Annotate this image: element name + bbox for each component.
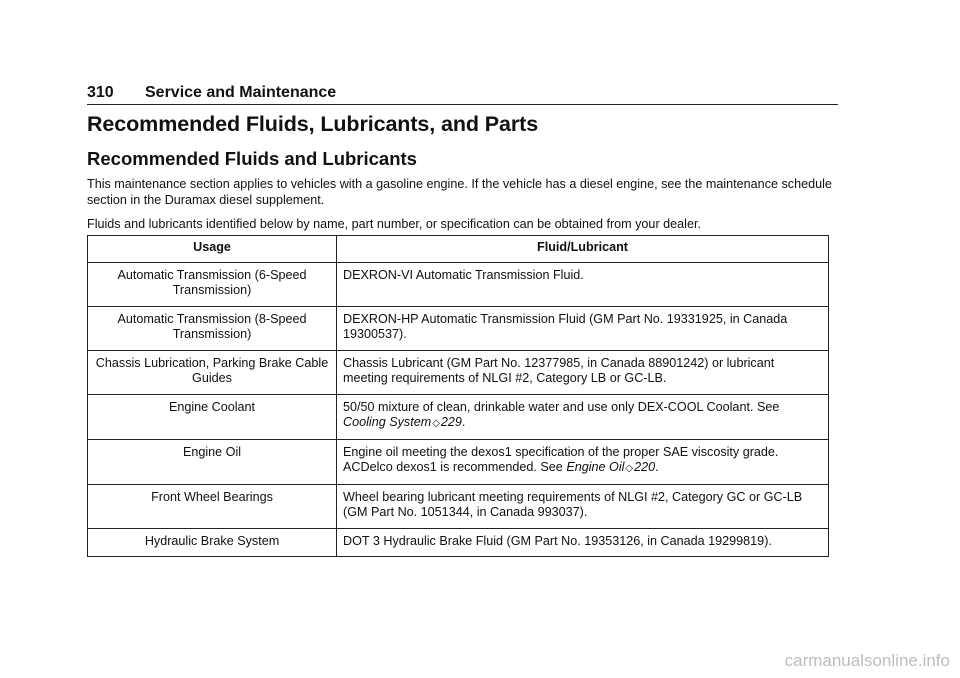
section-heading: Recommended Fluids and Lubricants xyxy=(87,148,417,169)
link-label: Engine Oil xyxy=(566,460,625,474)
usage-cell: Chassis Lubrication, Parking Brake Cable Guides xyxy=(88,350,337,394)
intro-paragraph: This maintenance section applies to vehicles with a gasoline engine. If the vehicle has a diesel engine, see the maintenance schedule section in the Duramax diesel supplement. xyxy=(87,177,832,207)
link-page: 220 xyxy=(634,460,656,474)
link-page: 229 xyxy=(440,415,462,429)
table-row xyxy=(88,350,829,394)
fluid-text: Engine oil meeting the dexos1 specification of the proper SAE viscosity grade. ACDelco dexos1 is recommended. See xyxy=(343,444,779,474)
fluid-cell: DOT 3 Hydraulic Brake Fluid (GM Part No. 19353126, in Canada 19299819). xyxy=(337,528,829,557)
page-number: 310 xyxy=(87,84,114,101)
usage-cell: Automatic Transmission (6-Speed Transmission) xyxy=(88,262,337,306)
cooling-system-link[interactable] xyxy=(343,415,462,429)
page-reference-icon: ◇ xyxy=(432,418,440,429)
page-reference-icon: ◇ xyxy=(625,463,634,474)
dealer-note-paragraph: Fluids and lubricants identified below by name, part number, or specification can be obtained from your dealer. xyxy=(87,217,701,231)
page-title: Recommended Fluids, Lubricants, and Parts xyxy=(87,112,539,136)
table-row xyxy=(88,306,829,350)
fluid-cell: 50/50 mixture of clean, drinkable water and use only DEX-COOL Coolant. See Cooling System◇229. xyxy=(337,394,829,439)
watermark: carmanualsonline.info xyxy=(784,651,950,670)
table-row xyxy=(88,439,829,484)
usage-cell: Front Wheel Bearings xyxy=(88,484,337,528)
table-row xyxy=(88,262,829,306)
page-header xyxy=(87,84,838,105)
fluid-cell: Wheel bearing lubricant meeting requirements of NLGI #2, Category GC or GC-LB (GM Part No. 1051344, in Canada 993037). xyxy=(337,484,829,528)
table-row xyxy=(88,394,829,439)
usage-cell: Automatic Transmission (8-Speed Transmission) xyxy=(88,306,337,350)
column-header-fluid: Fluid/Lubricant xyxy=(337,236,829,263)
column-header-usage: Usage xyxy=(88,236,337,263)
usage-cell: Engine Oil xyxy=(88,439,337,484)
fluid-cell: Chassis Lubricant (GM Part No. 12377985, in Canada 88901242) or lubricant meeting requirements of NLGI #2, Category LB or GC-LB. xyxy=(337,350,829,394)
usage-cell: Hydraulic Brake System xyxy=(88,528,337,557)
table-header-row xyxy=(88,236,829,263)
usage-cell: Engine Coolant xyxy=(88,394,337,439)
link-label: Cooling System xyxy=(343,415,432,429)
table-row xyxy=(88,528,829,557)
fluids-table xyxy=(87,235,829,557)
fluid-text: 50/50 mixture of clean, drinkable water and use only DEX-COOL Coolant. See xyxy=(343,399,780,414)
section-title: Service and Maintenance xyxy=(145,84,337,101)
fluid-cell: DEXRON-VI Automatic Transmission Fluid. xyxy=(337,262,829,306)
table-row xyxy=(88,484,829,528)
fluid-cell: DEXRON-HP Automatic Transmission Fluid (GM Part No. 19331925, in Canada 19300537). xyxy=(337,306,829,350)
engine-oil-link[interactable] xyxy=(566,460,655,474)
fluid-cell: Engine oil meeting the dexos1 specification of the proper SAE viscosity grade. ACDelco dexos1 is recommended. See Engine Oil◇220. xyxy=(337,439,829,484)
